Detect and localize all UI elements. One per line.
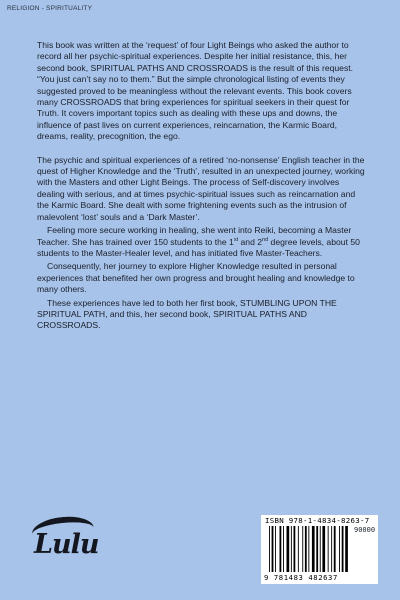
ean-digits: 9 781483 482637: [264, 573, 338, 582]
category-label: RELIGION - SPIRITUALITY: [7, 5, 93, 12]
isbn-text: ISBN 978-1-4834-8263-7: [265, 516, 370, 525]
blurb-paragraph-4: Consequently, her journey to explore Higher Knowledge resulted in personal experiences that benefited her own progress and brought healing and knowledge to many others.: [37, 261, 355, 295]
price-code: 90000: [354, 526, 376, 534]
blurb-paragraph-5: These experiences have led to both her first book, STUMBLING UPON THE SPIRITUAL PATH, and this, her second book, SPIRITUAL PATHS AND CROSSROADS.: [37, 297, 337, 331]
blurb-paragraph-3: Feeling more secure working in healing, she went into Reiki, becoming a Master Teacher. She has trained over 150 students to the 1st and 2nd degree levels, about 50 students to the Master-Healer level, and has initiated five Master-Teachers.: [37, 225, 360, 258]
barcode-label: [261, 515, 378, 584]
blurb-paragraph-2: The psychic and spiritual experiences of a retired ‘no-nonsense’ English teacher in the quest of Higher Knowledge and the ‘Truth’, resulted in an unexpected journey, working with the Masters and other Light Beings. The process of Self-discovery involves dealing with serious, and at times psychic-spiritual issues such as reincarnation and the Karmic Board. She dealt with some frightening events such as the intrusion of malevolent ‘lost’ souls and a ‘Dark Master’.: [37, 154, 365, 222]
publisher-logo: Lulu: [30, 517, 98, 573]
blurb-paragraph-1: This book was written at the ‘request’ of four Light Beings who asked the author to record all her psychic-spiritual experiences. Despite her initial resistance, this, her second book, SPIRITUAL PATHS AND CROSSROADS is the result of this request. “You just can’t say no to them.” But the simple chronological listing of events they suggested proved to be meaningless without the relevant events. This book covers many CROSSROADS that bring experiences for spiritual seekers in their quest for Truth. It covers important topics such as dealing with these ups and downs, the influence of past lives on current experiences, reincarnation, the Karmic Board, dreams, reality, precognition, the ego.: [37, 40, 354, 142]
back-cover-blurb: [37, 40, 367, 332]
